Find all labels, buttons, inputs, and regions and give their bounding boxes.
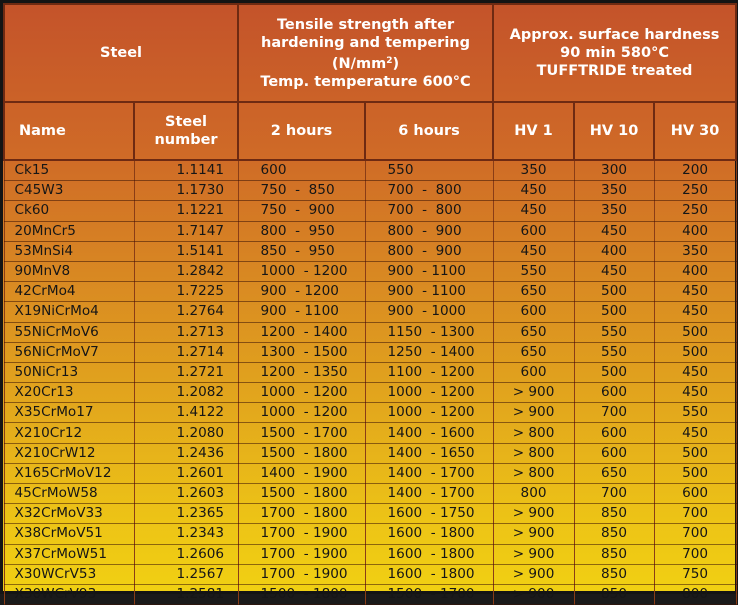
cell-hv1: 450 <box>493 241 574 261</box>
cell-steel-number: 1.2436 <box>134 443 238 463</box>
table-row <box>4 362 736 382</box>
cell-steel-number: 1.2603 <box>134 484 238 504</box>
table-row <box>4 463 736 483</box>
cell-hv30: 450 <box>654 302 736 322</box>
cell-tensile-6-hours: 1250 - 1400 <box>365 342 493 362</box>
cell-tensile-6-hours: 1400 - 1700 <box>365 484 493 504</box>
cell-steel-number: 1.2082 <box>134 383 238 403</box>
cell-steel-number: 1.2721 <box>134 362 238 382</box>
cell-hv30: 450 <box>654 362 736 382</box>
cell-tensile-2-hours: 1200 - 1350 <box>238 362 365 382</box>
cell-hv1: > 800 <box>493 423 574 443</box>
table-row <box>4 201 736 221</box>
cell-hv30: 700 <box>654 544 736 564</box>
cell-tensile-2-hours: 750 - 900 <box>238 201 365 221</box>
table-row <box>4 342 736 362</box>
cell-hv1: 450 <box>493 201 574 221</box>
cell-steel-number: 1.1221 <box>134 201 238 221</box>
cell-name: 50NiCr13 <box>4 362 134 382</box>
cell-name: X19NiCrMo4 <box>4 302 134 322</box>
cell-name: Ck60 <box>4 201 134 221</box>
cell-hv1: > 900 <box>493 584 574 604</box>
cell-steel-number: 1.7225 <box>134 282 238 302</box>
cell-hv30: 250 <box>654 181 736 201</box>
table-row <box>4 484 736 504</box>
cell-tensile-6-hours: 1600 - 1800 <box>365 544 493 564</box>
cell-tensile-6-hours: 1600 - 1800 <box>365 524 493 544</box>
cell-steel-number: 1.2581 <box>134 584 238 604</box>
cell-hv1: > 900 <box>493 544 574 564</box>
table-row <box>4 302 736 322</box>
cell-tensile-6-hours: 1600 - 1750 <box>365 504 493 524</box>
cell-hv10: 600 <box>574 423 654 443</box>
cell-hv10: 550 <box>574 322 654 342</box>
cell-name: X35CrMo17 <box>4 403 134 423</box>
cell-hv1: 550 <box>493 261 574 281</box>
tensile-header-unit <box>243 52 488 73</box>
cell-steel-number: 1.2764 <box>134 302 238 322</box>
cell-hv10: 850 <box>574 584 654 604</box>
cell-hv30: 400 <box>654 221 736 241</box>
table-row <box>4 504 736 524</box>
column-header-name: Name <box>4 102 134 160</box>
column-header-hv1: HV 1 <box>493 102 574 160</box>
cell-name: 20MnCr5 <box>4 221 134 241</box>
cell-name: 45CrMoW58 <box>4 484 134 504</box>
column-header-hv10: HV 10 <box>574 102 654 160</box>
cell-name: X37CrMoW51 <box>4 544 134 564</box>
cell-steel-number: 1.2567 <box>134 564 238 584</box>
table-row <box>4 564 736 584</box>
cell-hv10: 850 <box>574 524 654 544</box>
cell-tensile-2-hours: 1300 - 1500 <box>238 342 365 362</box>
cell-hv30: 500 <box>654 342 736 362</box>
cell-hv30: 200 <box>654 160 736 181</box>
cell-hv10: 700 <box>574 403 654 423</box>
cell-tensile-2-hours: 1700 - 1800 <box>238 504 365 524</box>
cell-tensile-2-hours: 900 - 1200 <box>238 282 365 302</box>
hardness-header-line3: TUFFTRIDE treated <box>536 63 693 79</box>
tensile-strength-group-header <box>238 4 493 102</box>
hardness-header-line2: 90 min 580°C <box>560 45 669 61</box>
cell-hv30: 450 <box>654 282 736 302</box>
cell-tensile-2-hours: 1000 - 1200 <box>238 261 365 281</box>
table-row <box>4 322 736 342</box>
cell-hv30: 450 <box>654 383 736 403</box>
column-header-steel-number <box>134 102 238 160</box>
cell-hv1: 450 <box>493 181 574 201</box>
cell-name: X210CrW12 <box>4 443 134 463</box>
cell-name: 53MnSi4 <box>4 241 134 261</box>
table-row <box>4 443 736 463</box>
table-row <box>4 423 736 443</box>
column-header-2-hours: 2 hours <box>238 102 365 160</box>
cell-hv10: 600 <box>574 443 654 463</box>
cell-steel-number: 1.2713 <box>134 322 238 342</box>
cell-name: X165CrMoV12 <box>4 463 134 483</box>
cell-tensile-2-hours: 1000 - 1200 <box>238 403 365 423</box>
cell-tensile-2-hours: 1500 - 1700 <box>238 423 365 443</box>
cell-hv10: 500 <box>574 362 654 382</box>
cell-hv10: 850 <box>574 504 654 524</box>
cell-steel-number: 1.2714 <box>134 342 238 362</box>
cell-tensile-2-hours: 1500 - 1800 <box>238 584 365 604</box>
table-row <box>4 403 736 423</box>
cell-tensile-6-hours: 900 - 1100 <box>365 261 493 281</box>
cell-hv30: 750 <box>654 564 736 584</box>
cell-hv1: 650 <box>493 342 574 362</box>
cell-hv10: 600 <box>574 383 654 403</box>
cell-hv1: > 800 <box>493 443 574 463</box>
column-header-6-hours: 6 hours <box>365 102 493 160</box>
table-row <box>4 544 736 564</box>
cell-tensile-2-hours: 1700 - 1900 <box>238 544 365 564</box>
cell-tensile-6-hours: 1400 - 1600 <box>365 423 493 443</box>
cell-hv10: 500 <box>574 302 654 322</box>
cell-hv30: 250 <box>654 201 736 221</box>
cell-hv10: 850 <box>574 564 654 584</box>
cell-hv30: 400 <box>654 261 736 281</box>
cell-tensile-6-hours: 1100 - 1200 <box>365 362 493 382</box>
cell-name: Ck15 <box>4 160 134 181</box>
table-row <box>4 181 736 201</box>
cell-name: 55NiCrMoV6 <box>4 322 134 342</box>
cell-tensile-2-hours: 1500 - 1800 <box>238 484 365 504</box>
cell-steel-number: 1.7147 <box>134 221 238 241</box>
header-row-groups <box>4 4 736 102</box>
tensile-unit-post: ) <box>392 55 400 72</box>
cell-tensile-6-hours: 800 - 900 <box>365 241 493 261</box>
header-row-columns <box>4 102 736 160</box>
cell-tensile-2-hours: 1700 - 1900 <box>238 524 365 544</box>
table-row <box>4 261 736 281</box>
cell-tensile-6-hours: 550 <box>365 160 493 181</box>
cell-hv30: 500 <box>654 443 736 463</box>
cell-steel-number: 1.5141 <box>134 241 238 261</box>
cell-tensile-6-hours: 700 - 800 <box>365 201 493 221</box>
table-row <box>4 524 736 544</box>
cell-tensile-2-hours: 800 - 950 <box>238 221 365 241</box>
steel-properties-table <box>3 3 737 605</box>
cell-hv30: 550 <box>654 403 736 423</box>
cell-hv30: 700 <box>654 524 736 544</box>
cell-hv10: 500 <box>574 282 654 302</box>
cell-tensile-2-hours: 1000 - 1200 <box>238 383 365 403</box>
cell-tensile-2-hours: 600 <box>238 160 365 181</box>
cell-hv10: 350 <box>574 181 654 201</box>
cell-name: C45W3 <box>4 181 134 201</box>
cell-steel-number: 1.2606 <box>134 544 238 564</box>
cell-tensile-6-hours: 800 - 900 <box>365 221 493 241</box>
cell-steel-number: 1.1730 <box>134 181 238 201</box>
cell-tensile-6-hours: 1000 - 1200 <box>365 383 493 403</box>
surface-hardness-group-header <box>493 4 736 102</box>
cell-hv1: > 900 <box>493 403 574 423</box>
table-row <box>4 282 736 302</box>
cell-hv1: 600 <box>493 221 574 241</box>
cell-hv10: 450 <box>574 261 654 281</box>
cell-steel-number: 1.2365 <box>134 504 238 524</box>
tensile-header-line1: Tensile strength after <box>276 16 455 33</box>
cell-steel-number: 1.1141 <box>134 160 238 181</box>
cell-tensile-6-hours: 1600 - 1800 <box>365 564 493 584</box>
cell-hv30: 500 <box>654 322 736 342</box>
cell-hv1: 600 <box>493 362 574 382</box>
cell-hv1: 650 <box>493 282 574 302</box>
hardness-header-line1: Approx. surface hardness <box>509 27 720 43</box>
cell-hv10: 650 <box>574 463 654 483</box>
cell-hv10: 400 <box>574 241 654 261</box>
cell-hv10: 850 <box>574 544 654 564</box>
table-body <box>4 160 736 605</box>
cell-steel-number: 1.2601 <box>134 463 238 483</box>
cell-tensile-6-hours: 900 - 1100 <box>365 282 493 302</box>
cell-hv10: 550 <box>574 342 654 362</box>
cell-hv10: 700 <box>574 484 654 504</box>
cell-tensile-2-hours: 850 - 950 <box>238 241 365 261</box>
cell-hv30: 800 <box>654 584 736 604</box>
cell-name: 56NiCrMoV7 <box>4 342 134 362</box>
cell-hv1: 650 <box>493 322 574 342</box>
cell-steel-number: 1.2080 <box>134 423 238 443</box>
cell-tensile-2-hours: 1500 - 1800 <box>238 443 365 463</box>
cell-name: X210Cr12 <box>4 423 134 443</box>
table-row <box>4 221 736 241</box>
cell-tensile-2-hours: 1200 - 1400 <box>238 322 365 342</box>
cell-tensile-6-hours: 1400 - 1700 <box>365 463 493 483</box>
cell-hv1: > 800 <box>493 463 574 483</box>
cell-name: X30WCrV53 <box>4 564 134 584</box>
cell-hv30: 450 <box>654 423 736 443</box>
cell-name: X32CrMoV33 <box>4 504 134 524</box>
cell-tensile-6-hours: 1400 - 1650 <box>365 443 493 463</box>
cell-hv1: 800 <box>493 484 574 504</box>
cell-tensile-6-hours: 1150 - 1300 <box>365 322 493 342</box>
tensile-header-line4: Temp. temperature 600°C <box>260 73 471 90</box>
cell-tensile-2-hours: 900 - 1100 <box>238 302 365 322</box>
cell-steel-number: 1.2343 <box>134 524 238 544</box>
cell-hv1: > 900 <box>493 524 574 544</box>
cell-hv1: 600 <box>493 302 574 322</box>
cell-hv30: 700 <box>654 504 736 524</box>
steel-number-header-line2: number <box>154 132 218 148</box>
table-row <box>4 241 736 261</box>
cell-tensile-6-hours: 900 - 1000 <box>365 302 493 322</box>
steel-number-header-line1: Steel <box>165 114 208 130</box>
table-row <box>4 584 736 604</box>
cell-name: 42CrMo4 <box>4 282 134 302</box>
cell-tensile-2-hours: 1400 - 1900 <box>238 463 365 483</box>
cell-hv30: 600 <box>654 484 736 504</box>
cell-steel-number: 1.4122 <box>134 403 238 423</box>
cell-hv30: 350 <box>654 241 736 261</box>
steel-group-header: Steel <box>4 4 238 102</box>
cell-hv30: 500 <box>654 463 736 483</box>
table-row <box>4 383 736 403</box>
cell-hv10: 350 <box>574 201 654 221</box>
cell-hv1: > 900 <box>493 504 574 524</box>
tensile-header-line2: hardening and tempering <box>261 34 470 51</box>
cell-hv10: 300 <box>574 160 654 181</box>
table-row <box>4 160 736 181</box>
cell-hv1: > 900 <box>493 564 574 584</box>
tensile-unit-superscript: 2 <box>386 55 393 66</box>
cell-tensile-2-hours: 750 - 850 <box>238 181 365 201</box>
cell-steel-number: 1.2842 <box>134 261 238 281</box>
cell-name: X38CrMoV51 <box>4 524 134 544</box>
tensile-unit-pre: (N/mm <box>331 55 387 72</box>
cell-name: X30WCrV93 <box>4 584 134 604</box>
cell-name: X20Cr13 <box>4 383 134 403</box>
cell-name: 90MnV8 <box>4 261 134 281</box>
cell-tensile-2-hours: 1700 - 1900 <box>238 564 365 584</box>
cell-tensile-6-hours: 1000 - 1200 <box>365 403 493 423</box>
column-header-hv30: HV 30 <box>654 102 736 160</box>
cell-hv10: 450 <box>574 221 654 241</box>
cell-hv1: > 900 <box>493 383 574 403</box>
cell-tensile-6-hours: 700 - 800 <box>365 181 493 201</box>
cell-tensile-6-hours: 1500 - 1700 <box>365 584 493 604</box>
cell-hv1: 350 <box>493 160 574 181</box>
